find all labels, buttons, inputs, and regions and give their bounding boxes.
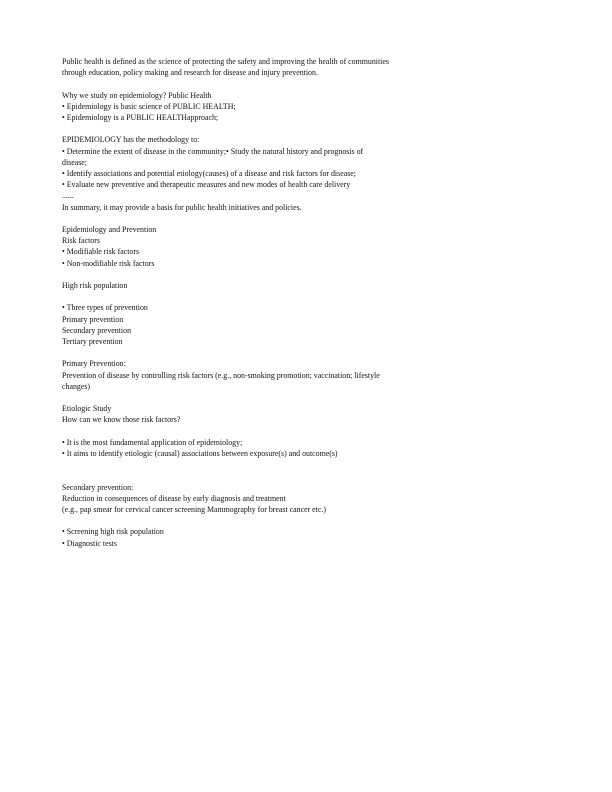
prevention-type: Primary prevention bbox=[62, 314, 124, 324]
spacer bbox=[62, 426, 422, 437]
ellipsis-text: ...... bbox=[62, 191, 74, 201]
intro-paragraph bbox=[62, 56, 422, 78]
spacer bbox=[62, 78, 422, 89]
why-section bbox=[62, 90, 422, 124]
list-item: • It aims to identify etiologic (causal) associations between exposure(s) and outcome(s) bbox=[62, 448, 338, 458]
high-risk-label: High risk population bbox=[62, 281, 128, 290]
spacer bbox=[62, 392, 422, 403]
primary-text: Prevention of disease by controlling risk factors (e.g., non-smoking promotion; vaccination; lifestyle bbox=[62, 370, 380, 380]
spacer bbox=[62, 347, 422, 358]
prevention-section bbox=[62, 224, 422, 347]
spacer bbox=[62, 269, 422, 280]
secondary-heading: Secondary prevention: bbox=[62, 482, 134, 492]
methodology-section bbox=[62, 134, 422, 212]
list-item: • Screening high risk population bbox=[62, 527, 164, 537]
etiologic-section bbox=[62, 403, 422, 459]
list-item: • Evaluate new preventive and therapeutic measures and new modes of health care delivery bbox=[62, 180, 351, 190]
list-item: • Epidemiology is basic science of PUBLIC HEALTH; bbox=[62, 101, 236, 111]
list-item-continuation: disease; bbox=[62, 157, 87, 167]
document-page bbox=[62, 56, 422, 549]
summary-text: In summary, it may provide a basis for public health initiatives and policies. bbox=[62, 202, 302, 212]
primary-heading: Primary Prevention: bbox=[62, 359, 126, 369]
secondary-text: (e.g., pap smear for cervical cancer screening Mammography for breast cancer etc.) bbox=[62, 504, 326, 514]
list-item: • Identify associations and potential etiology(causes) of a disease and risk factors for disease; bbox=[62, 169, 356, 178]
secondary-prevention-section bbox=[62, 482, 422, 549]
etiologic-question: How can we know those risk factors? bbox=[62, 415, 181, 425]
list-item: • Non-modifiable risk factors bbox=[62, 258, 155, 268]
etiologic-heading: Etiologic Study bbox=[62, 404, 112, 414]
spacer bbox=[62, 213, 422, 224]
list-item: • Epidemiology is a PUBLIC HEALTHapproach; bbox=[62, 113, 219, 122]
prevention-type: Tertiary prevention bbox=[62, 337, 123, 346]
primary-text: changes) bbox=[62, 381, 91, 391]
spacer bbox=[62, 459, 422, 481]
intro-line: through education, policy making and research for disease and injury prevention. bbox=[62, 68, 318, 78]
list-item: • It is the most fundamental application of epidemiology; bbox=[62, 437, 243, 447]
list-item: • Determine the extent of disease in the community;• Study the natural history and prognosis of bbox=[62, 146, 364, 156]
secondary-text: Reduction in consequences of disease by early diagnosis and treatment bbox=[62, 493, 286, 503]
primary-prevention-section bbox=[62, 358, 422, 392]
prevention-type: Secondary prevention bbox=[62, 325, 132, 335]
intro-line: Public health is defined as the science of protecting the safety and improving the health of communities bbox=[62, 57, 389, 66]
spacer bbox=[62, 291, 422, 302]
list-item: • Three types of prevention bbox=[62, 303, 148, 313]
why-question: Why we study on epidemiology? Public Health bbox=[62, 90, 212, 100]
prevention-heading: Epidemiology and Prevention bbox=[62, 225, 157, 234]
list-item: • Modifiable risk factors bbox=[62, 247, 140, 257]
spacer bbox=[62, 515, 422, 526]
methodology-heading: EPIDEMIOLOGY has the methodology to: bbox=[62, 135, 200, 145]
list-item: • Diagnostic tests bbox=[62, 538, 117, 548]
risk-factors-label: Risk factors bbox=[62, 236, 100, 246]
spacer bbox=[62, 123, 422, 134]
